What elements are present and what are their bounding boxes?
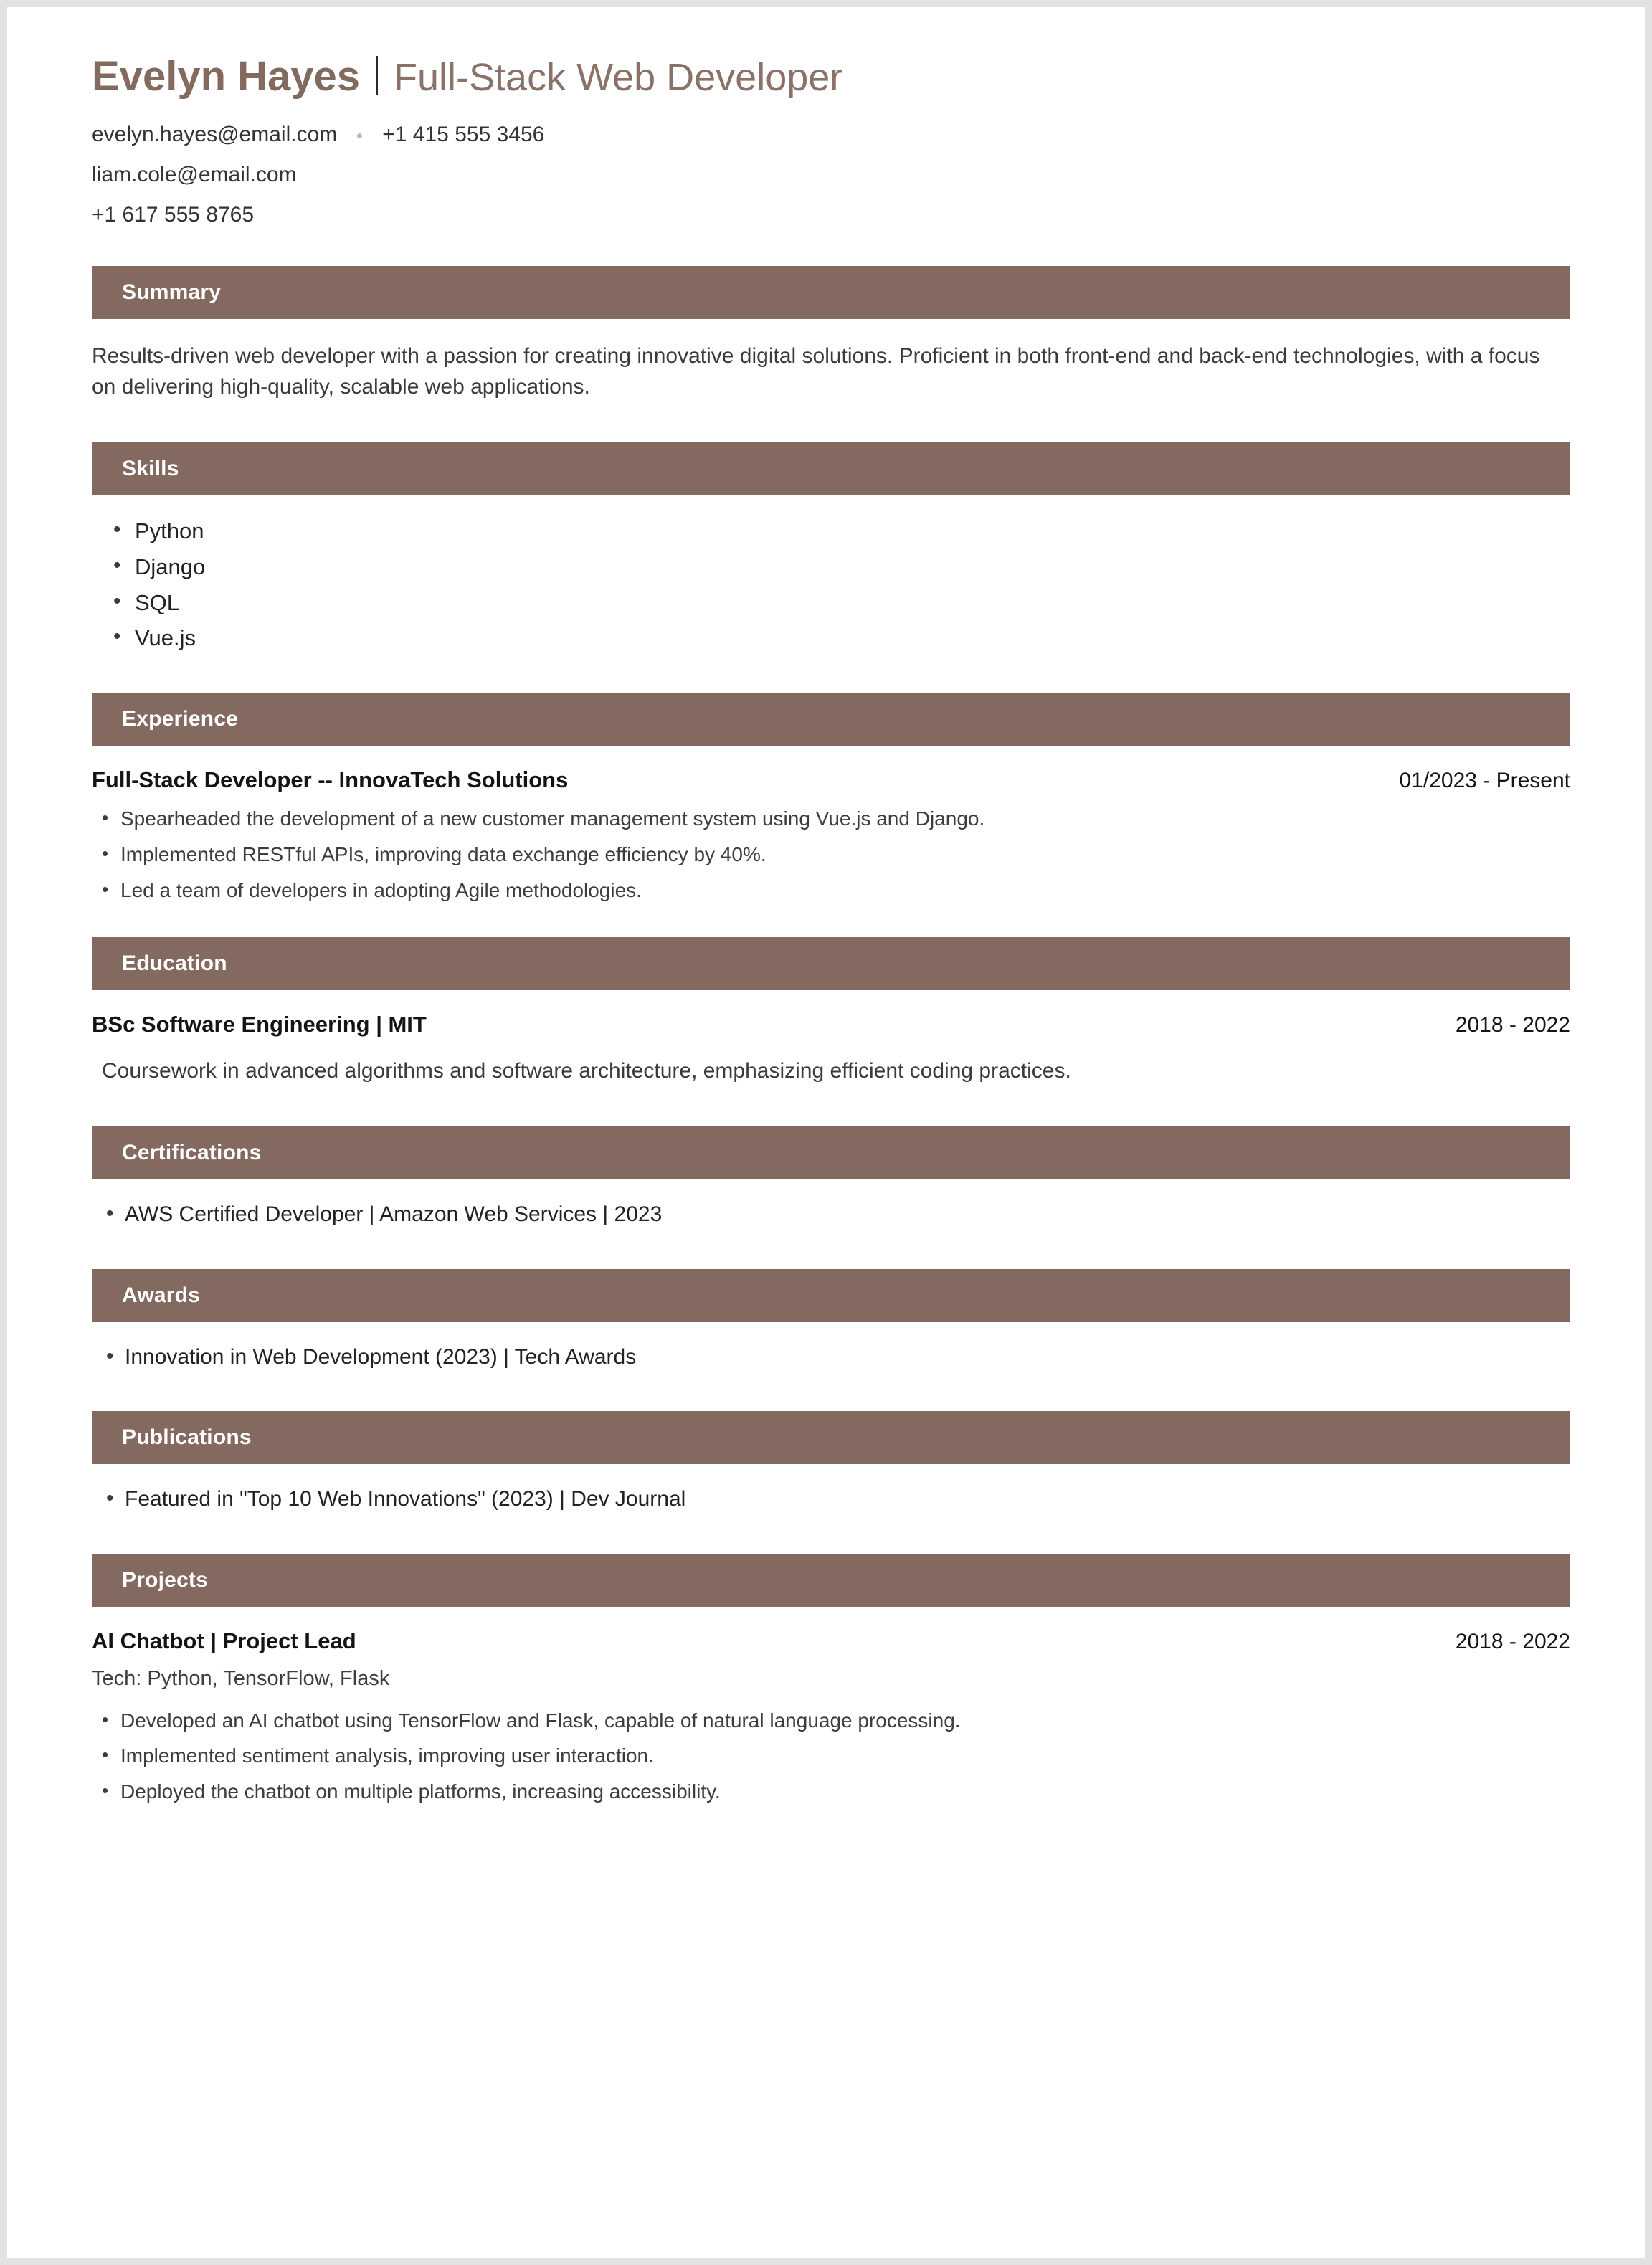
list-item: • Innovation in Web Development (2023) | Tech Awards [92, 1344, 1560, 1371]
section-bar-publications [92, 1411, 1570, 1464]
project-entry-date: 2018 - 2022 [1455, 1629, 1570, 1653]
section-body-experience [92, 746, 1570, 903]
list-item: • Spearheaded the development of a new customer management system using Vue.js and Django. [92, 806, 1560, 832]
contact-email[interactable]: evelyn.hayes@email.com [92, 122, 338, 146]
list-item: • Led a team of developers in adopting Agile methodologies. [92, 878, 1560, 903]
experience-bullet-list [92, 806, 1560, 903]
section-bar-certifications [92, 1126, 1570, 1179]
section-bar-awards [92, 1269, 1570, 1322]
section-heading-projects: Projects [122, 1567, 208, 1592]
project-entry-header [92, 1628, 1570, 1654]
section-body-summary [92, 319, 1560, 402]
section-body-awards [92, 1322, 1560, 1371]
skills-list [92, 517, 1560, 652]
title-separator [376, 56, 378, 95]
section-projects [92, 1554, 1570, 1805]
section-heading-experience: Experience [122, 706, 239, 731]
list-item: • AWS Certified Developer | Amazon Web Services | 2023 [92, 1201, 1560, 1228]
section-heading-education: Education [122, 951, 227, 976]
certifications-list [92, 1201, 1560, 1228]
list-item: • Featured in "Top 10 Web Innovations" (2023) | Dev Journal [92, 1486, 1560, 1513]
section-body-skills [92, 495, 1560, 652]
project-tech-stack: Tech: Python, TensorFlow, Flask [92, 1666, 390, 1690]
section-bar-projects [92, 1554, 1570, 1607]
contact-phone[interactable]: +1 415 555 3456 [382, 122, 545, 146]
education-entry-date: 2018 - 2022 [1455, 1013, 1570, 1037]
list-item: • Django [92, 553, 1560, 581]
resume-sheet [7, 7, 1645, 2258]
list-item: • Python [92, 517, 1560, 546]
list-item: • SQL [92, 589, 1560, 617]
section-certifications [92, 1126, 1560, 1228]
section-bar-skills [92, 442, 1570, 495]
education-entry-description: Coursework in advanced algorithms and software architecture, emphasizing efficient coding practices. [102, 1059, 1071, 1083]
project-bullet-list [92, 1708, 1560, 1805]
section-body-education [92, 990, 1570, 1086]
candidate-name: Evelyn Hayes [92, 53, 361, 100]
bullet-dot-icon [357, 133, 362, 138]
project-entry-title: AI Chatbot | Project Lead [92, 1628, 356, 1653]
candidate-job-title: Full-Stack Web Developer [394, 56, 843, 99]
education-entry-header [92, 1012, 1570, 1037]
section-skills [92, 442, 1560, 652]
list-item: • Deployed the chatbot on multiple platforms, increasing accessibility. [92, 1779, 1560, 1805]
section-body-publications [92, 1464, 1560, 1513]
section-heading-awards: Awards [122, 1283, 201, 1307]
section-bar-education [92, 937, 1570, 990]
list-item: • Developed an AI chatbot using TensorFlow and Flask, capable of natural language processing. [92, 1708, 1560, 1734]
page-title [92, 52, 1560, 100]
list-item: • Vue.js [92, 624, 1560, 652]
experience-entry-header [92, 767, 1570, 793]
awards-list [92, 1344, 1560, 1371]
publications-list [92, 1486, 1560, 1513]
section-experience [92, 693, 1570, 903]
contact-alt-phone[interactable]: +1 617 555 8765 [92, 202, 255, 227]
contact-primary-line [92, 124, 1560, 146]
section-publications [92, 1411, 1560, 1513]
summary-text: Results-driven web developer with a passion for creating innovative digital solutions. Proficient in both front-end and back-end technologies, with a focus on delivering high-quality, scalable web applications. [92, 343, 1540, 399]
section-bar-summary [92, 266, 1570, 319]
experience-entry-date: 01/2023 - Present [1399, 768, 1570, 792]
list-item: • Implemented sentiment analysis, improving user interaction. [92, 1743, 1560, 1769]
list-item: • Implemented RESTful APIs, improving data exchange efficiency by 40%. [92, 842, 1560, 868]
section-heading-certifications: Certifications [122, 1141, 262, 1165]
section-awards [92, 1269, 1560, 1371]
section-heading-summary: Summary [122, 280, 222, 304]
section-bar-experience [92, 693, 1570, 746]
section-heading-skills: Skills [122, 457, 179, 481]
section-body-certifications [92, 1179, 1560, 1228]
section-body-projects [92, 1607, 1570, 1805]
section-education [92, 937, 1570, 1086]
experience-entry-title: Full-Stack Developer -- InnovaTech Solutions [92, 766, 569, 792]
section-summary [92, 266, 1560, 402]
contact-alt-email[interactable]: liam.cole@email.com [92, 162, 297, 186]
section-heading-publications: Publications [122, 1425, 252, 1450]
education-entry-title: BSc Software Engineering | MIT [92, 1012, 427, 1037]
